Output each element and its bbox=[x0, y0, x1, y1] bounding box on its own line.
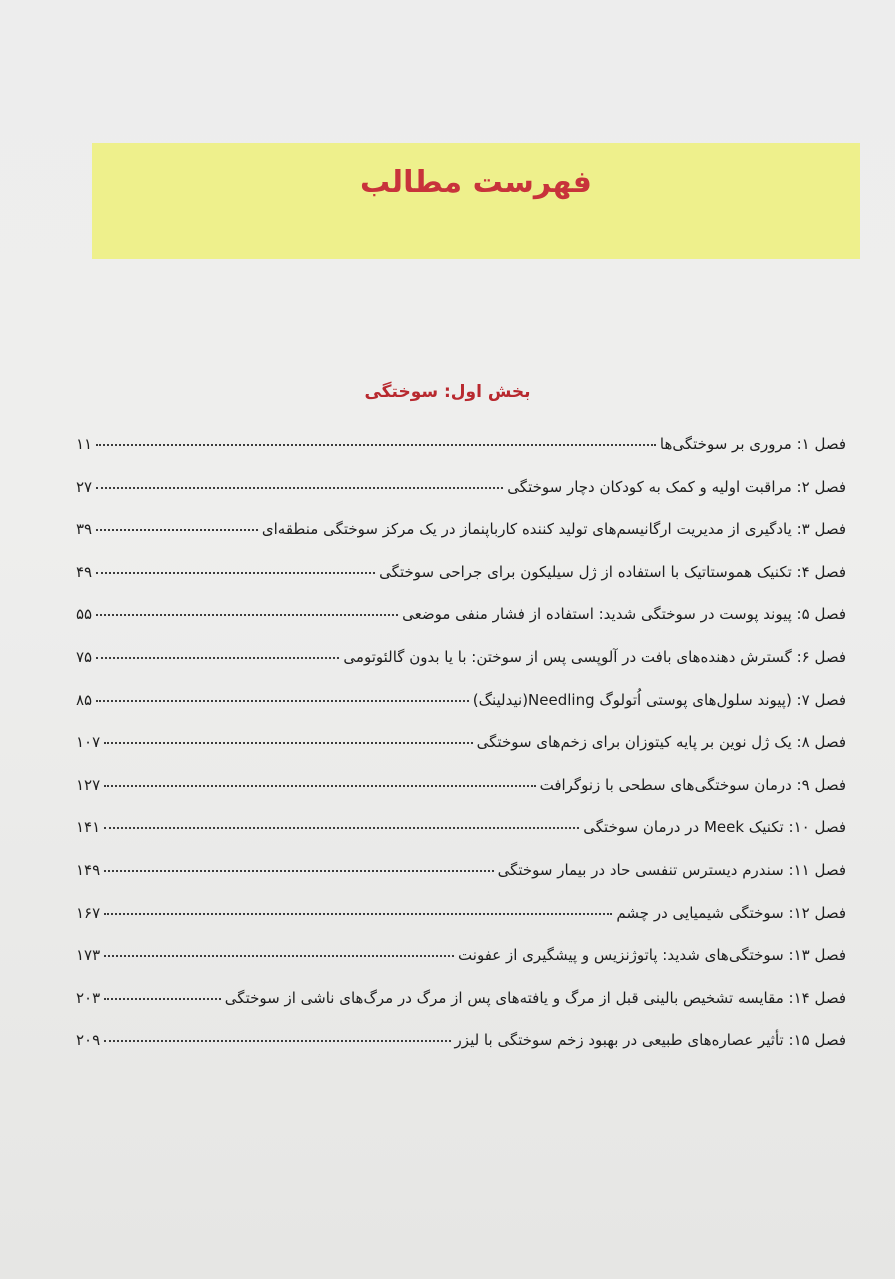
toc-entry bbox=[76, 679, 846, 722]
toc-entry-page-number: ۴۹ bbox=[76, 562, 93, 581]
toc-entry-title: فصل ۵: پیوند پوست در سوختگی شدید: استفاده از فشار منفی موضعی bbox=[402, 605, 846, 624]
toc-entry-title: فصل ۳: یادگیری از مدیریت ارگانیسم‌های تولید کننده کارباپنماز در یک مرکز سوختگی منطقه‌ای bbox=[261, 520, 846, 539]
toc-entry bbox=[76, 466, 846, 509]
dot-leader bbox=[96, 444, 656, 446]
dot-leader bbox=[104, 827, 579, 829]
toc-entry-title: فصل ۱۴: مقایسه تشخیص بالینی قبل از مرگ و یافته‌های پس از مرگ در مرگ‌های ناشی از سوختگی bbox=[224, 988, 846, 1007]
toc-entry bbox=[76, 551, 846, 594]
toc-entry-page-number: ۱۷۳ bbox=[76, 946, 101, 965]
toc-entry-page-number: ۸۵ bbox=[76, 690, 93, 709]
dot-leader bbox=[96, 700, 469, 702]
toc-entry-page-number: ۱۶۷ bbox=[76, 903, 101, 922]
toc-entry-title: فصل ۱۲: سوختگی شیمیایی در چشم bbox=[616, 903, 846, 922]
toc-entry-page-number: ۲۷ bbox=[76, 477, 93, 496]
toc-entry-page-number: ۱۲۷ bbox=[76, 775, 101, 794]
toc-entry bbox=[76, 423, 846, 466]
table-of-contents bbox=[76, 423, 846, 1062]
dot-leader bbox=[104, 870, 493, 872]
toc-entry-title: فصل ۲: مراقبت اولیه و کمک به کودکان دچار سوختگی bbox=[507, 477, 846, 496]
toc-entry-title: فصل ۸: یک ژل نوین بر پایه کیتوزان برای زخم‌های سوختگی bbox=[476, 733, 846, 752]
toc-entry-title: فصل ۱۱: سندرم دیسترس تنفسی حاد در بیمار سوختگی bbox=[497, 860, 846, 879]
toc-entry bbox=[76, 721, 846, 764]
section-heading: بخش اول: سوختگی bbox=[364, 382, 531, 402]
toc-entry bbox=[76, 892, 846, 935]
toc-entry bbox=[76, 1019, 846, 1062]
toc-entry-page-number: ۱۰۷ bbox=[76, 733, 101, 752]
toc-entry-title: فصل ۴: تکنیک هموستاتیک با استفاده از ژل سیلیکون برای جراحی سوختگی bbox=[379, 562, 846, 581]
dot-leader bbox=[104, 955, 454, 957]
toc-entry-title: فصل ۷: (پیوند سلول‌های پوستی اُتولوگ Needling(نیدلینگ) bbox=[472, 690, 846, 709]
dot-leader bbox=[96, 657, 339, 659]
toc-entry-page-number: ۲۰۳ bbox=[76, 988, 101, 1007]
dot-leader bbox=[104, 785, 535, 787]
title-band bbox=[92, 143, 860, 259]
toc-entry-page-number: ۳۹ bbox=[76, 520, 93, 539]
toc-entry-title: فصل ۱۰: تکنیک Meek در درمان سوختگی bbox=[583, 818, 846, 837]
dot-leader bbox=[104, 1040, 450, 1042]
toc-entry-page-number: ۱۱ bbox=[76, 435, 93, 453]
toc-entry-title: فصل ۱۳: سوختگی‌های شدید: پاتوژنزیس و پیشگیری از عفونت bbox=[458, 946, 846, 965]
toc-entry bbox=[76, 764, 846, 807]
toc-entry bbox=[76, 849, 846, 892]
dot-leader bbox=[96, 487, 503, 489]
toc-entry bbox=[76, 806, 846, 849]
toc-entry-title: فصل ۶: گسترش دهنده‌های بافت در آلوپسی پس از سوختن: با یا بدون گالئوتومی bbox=[343, 647, 846, 666]
dot-leader bbox=[96, 614, 398, 616]
toc-entry-page-number: ۲۰۹ bbox=[76, 1031, 101, 1050]
dot-leader bbox=[104, 913, 612, 915]
toc-entry-page-number: ۷۵ bbox=[76, 647, 93, 666]
toc-entry-page-number: ۱۴۱ bbox=[76, 818, 101, 837]
dot-leader bbox=[96, 572, 375, 574]
toc-entry bbox=[76, 508, 846, 551]
toc-entry-page-number: ۵۵ bbox=[76, 605, 93, 624]
toc-entry-title: فصل ۱۵: تأثیر عصاره‌های طبیعی در بهبود زخم سوختگی با لیزر bbox=[454, 1031, 846, 1050]
dot-leader bbox=[96, 529, 258, 531]
toc-entry-title: فصل ۹: درمان سوختگی‌های سطحی با زنوگرافت bbox=[539, 775, 846, 794]
toc-entry-page-number: ۱۴۹ bbox=[76, 860, 101, 879]
toc-entry bbox=[76, 977, 846, 1020]
dot-leader bbox=[104, 998, 221, 1000]
toc-entry bbox=[76, 934, 846, 977]
toc-entry bbox=[76, 593, 846, 636]
page-title: فهرست مطالب bbox=[360, 165, 592, 200]
toc-entry bbox=[76, 636, 846, 679]
toc-entry-title: فصل ۱: مروری بر سوختگی‌ها bbox=[659, 435, 846, 453]
dot-leader bbox=[104, 742, 472, 744]
